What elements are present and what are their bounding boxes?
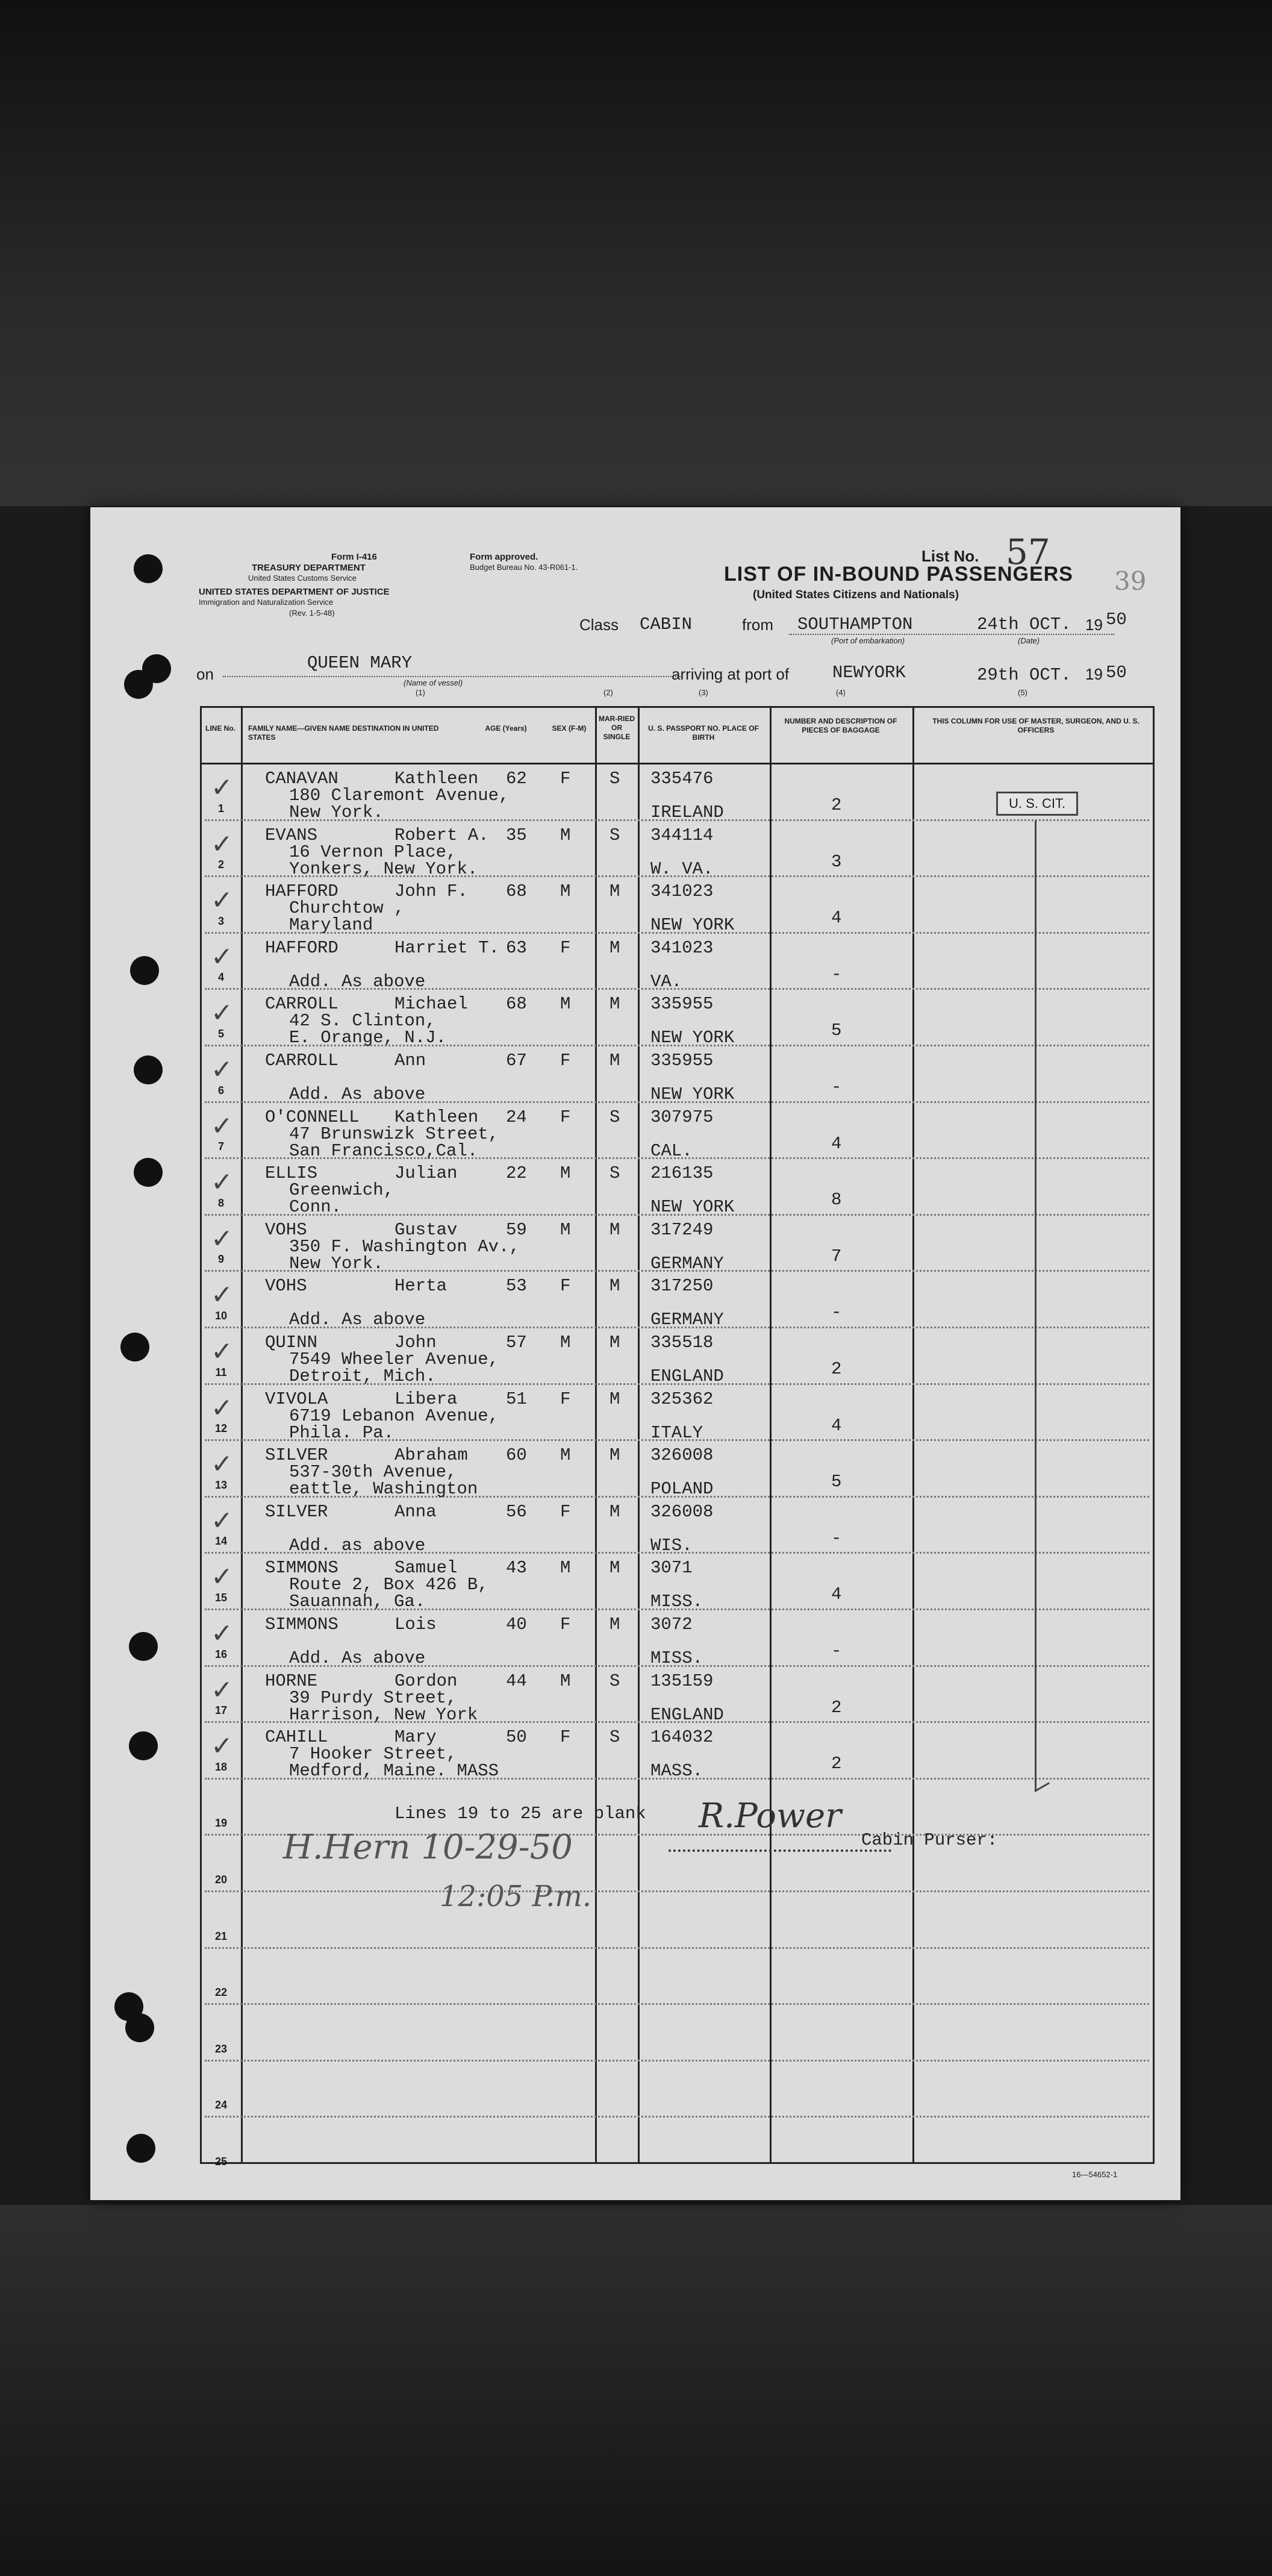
baggage-pieces: 3: [831, 851, 842, 872]
passenger-city: Phila. Pa.: [289, 1422, 394, 1443]
punch-hole: [134, 1055, 163, 1084]
passenger-surname: SILVER: [265, 1445, 328, 1466]
vessel-rule: [223, 676, 681, 677]
passenger-age: 62: [506, 769, 527, 789]
embarkation-year-prefix: 19: [1085, 616, 1103, 634]
passenger-city: Add. As above: [289, 1648, 426, 1668]
passenger-city: Harrison, New York: [289, 1704, 478, 1725]
inspector-note: H.Hern 10-29-50: [283, 1828, 573, 1867]
passport-number: 326008: [650, 1445, 714, 1466]
column-divider: [770, 706, 772, 2164]
passenger-marital-status: M: [610, 937, 620, 958]
passport-number: 317250: [650, 1276, 714, 1296]
passenger-address: Greenwich,: [289, 1180, 394, 1201]
line-number: 21: [214, 1930, 228, 1942]
check-mark-icon: ✓: [211, 885, 233, 916]
baggage-pieces: 2: [831, 795, 842, 815]
passport-number: 335955: [650, 994, 714, 1014]
passenger-marital-status: S: [610, 769, 620, 789]
document-title: LIST OF IN-BOUND PASSENGERS: [724, 563, 1073, 586]
passenger-marital-status: M: [610, 1445, 620, 1466]
passenger-age: 53: [506, 1276, 527, 1296]
passenger-city: Add. as above: [289, 1535, 426, 1555]
passenger-sex: M: [560, 1445, 571, 1466]
form-approved: Form approved.: [470, 552, 538, 562]
column-number-2: (2): [603, 688, 613, 697]
baggage-pieces: -: [831, 1641, 842, 1661]
blank-lines-note: Lines 19 to 25 are blank: [394, 1804, 646, 1824]
punch-hole: [124, 670, 153, 699]
passport-number: 307975: [650, 1107, 714, 1127]
passenger-age: 63: [506, 937, 527, 958]
passport-number: 335476: [650, 769, 714, 789]
passenger-age: 50: [506, 1727, 527, 1748]
ruled-line: [205, 2116, 1149, 2118]
passport-number: 216135: [650, 1163, 714, 1184]
line-number: 13: [214, 1478, 228, 1491]
passenger-city: San Francisco,Cal.: [289, 1140, 478, 1161]
passenger-sex: F: [560, 937, 571, 958]
check-mark-icon: ✓: [211, 1223, 233, 1254]
place-of-birth: NEW YORK: [650, 915, 735, 936]
place-of-birth: NEW YORK: [650, 1084, 735, 1104]
passenger-city: New York.: [289, 802, 384, 822]
passenger-marital-status: M: [610, 1615, 620, 1634]
passenger-age: 51: [506, 1389, 527, 1409]
check-mark-icon: ✓: [211, 1167, 233, 1198]
punch-hole: [130, 956, 159, 985]
column-number-1: (1): [416, 688, 425, 697]
place-of-birth: IRELAND: [650, 802, 724, 822]
passenger-sex: F: [560, 1501, 571, 1522]
passenger-sex: M: [560, 1558, 571, 1578]
place-of-birth: WIS.: [650, 1535, 693, 1555]
arrival-year-prefix: 19: [1085, 665, 1103, 683]
passenger-given-name: Libera: [394, 1389, 458, 1409]
embarkation-year: 50: [1106, 610, 1127, 630]
us-citizen-stamp: U. S. CIT.: [996, 792, 1078, 816]
passenger-age: 43: [506, 1558, 527, 1578]
passenger-address: 39 Purdy Street,: [289, 1687, 457, 1708]
baggage-pieces: -: [831, 1528, 842, 1548]
passenger-surname: CARROLL: [265, 1051, 338, 1071]
line-number: 17: [214, 1704, 228, 1717]
heading-baggage: NUMBER AND DESCRIPTION OF PIECES OF BAGGAGE: [784, 717, 897, 734]
passenger-given-name: Harriet T.: [394, 937, 500, 958]
check-mark-icon: ✓: [211, 1505, 233, 1536]
passenger-given-name: Kathleen: [394, 769, 479, 789]
passenger-city: E. Orange, N.J.: [289, 1028, 447, 1048]
baggage-pieces: -: [831, 1077, 842, 1097]
column-number-5: (5): [1018, 688, 1027, 697]
passenger-surname: SILVER: [265, 1501, 328, 1522]
passport-number: 341023: [650, 881, 714, 902]
passenger-given-name: Mary: [394, 1727, 437, 1748]
passenger-age: 68: [506, 881, 527, 902]
line-number: 1: [217, 802, 224, 814]
passenger-sex: F: [560, 1389, 571, 1409]
passenger-city: Yonkers, New York.: [289, 858, 478, 879]
column-divider: [241, 706, 243, 2164]
passenger-city: Add. As above: [289, 971, 426, 992]
check-mark-icon: ✓: [211, 772, 233, 803]
passenger-sex: M: [560, 1671, 571, 1691]
heading-officers: THIS COLUMN FOR USE OF MASTER, SURGEON, AND U. S. OFFICERS: [932, 717, 1140, 734]
passenger-given-name: Abraham: [394, 1445, 468, 1466]
passenger-sex: M: [560, 994, 571, 1014]
passenger-marital-status: M: [610, 881, 620, 902]
passenger-age: 40: [506, 1615, 527, 1634]
place-of-birth: MASS.: [650, 1761, 703, 1781]
passenger-age: 44: [506, 1671, 527, 1691]
passenger-surname: EVANS: [265, 825, 318, 845]
passenger-sex: F: [560, 1107, 571, 1127]
list-number-label: List No.: [921, 547, 979, 565]
immigration-service: Immigration and Naturalization Service: [199, 598, 334, 607]
passenger-marital-status: M: [610, 1219, 620, 1240]
ruled-line: [205, 2060, 1149, 2062]
passenger-surname: O'CONNELL: [265, 1107, 360, 1127]
column-divider: [912, 706, 914, 2164]
line-number: 12: [214, 1422, 228, 1435]
passenger-sex: M: [560, 1219, 571, 1240]
baggage-pieces: 5: [831, 1021, 842, 1041]
passenger-address: 537-30th Avenue,: [289, 1462, 457, 1483]
passenger-sex: F: [560, 1276, 571, 1296]
punch-hole: [129, 1731, 158, 1760]
passenger-address: 42 S. Clinton,: [289, 1011, 436, 1031]
passenger-city: Conn.: [289, 1197, 342, 1218]
place-of-birth: GERMANY: [650, 1253, 724, 1274]
passport-number: 164032: [650, 1727, 714, 1748]
passenger-age: 57: [506, 1333, 527, 1352]
line-number: 2: [217, 858, 224, 871]
column-divider: [595, 706, 597, 2164]
place-of-birth: ENGLAND: [650, 1704, 724, 1725]
passenger-marital-status: M: [610, 1501, 620, 1522]
line-number: 8: [217, 1196, 224, 1209]
passenger-age: 56: [506, 1501, 527, 1522]
passenger-address: 16 Vernon Place,: [289, 842, 457, 862]
passenger-surname: HAFFORD: [265, 937, 338, 958]
scan-background-top: [0, 0, 1272, 506]
treasury-department: TREASURY DEPARTMENT: [252, 563, 366, 573]
punch-hole: [126, 2134, 155, 2163]
line-number: 24: [214, 2099, 228, 2112]
passenger-marital-status: M: [610, 1558, 620, 1578]
ruled-line: [205, 1947, 1149, 1949]
check-mark-icon: ✓: [211, 1674, 233, 1705]
baggage-pieces: -: [831, 964, 842, 984]
passenger-marital-status: M: [610, 994, 620, 1014]
baggage-pieces: 4: [831, 1584, 842, 1605]
passenger-address: 180 Claremont Avenue,: [289, 786, 510, 805]
class-value: CABIN: [640, 614, 693, 634]
passport-number: 3072: [650, 1615, 693, 1634]
baggage-pieces: 4: [831, 908, 842, 928]
passenger-address: 6719 Lebanon Avenue,: [289, 1405, 499, 1426]
date-caption: (Date): [1018, 636, 1040, 645]
passenger-age: 68: [506, 994, 527, 1014]
baggage-pieces: 2: [831, 1697, 842, 1718]
passenger-marital-status: S: [610, 1163, 620, 1184]
passenger-given-name: Robert A.: [394, 825, 489, 845]
page-stamp: 39: [1114, 566, 1147, 596]
passenger-age: 24: [506, 1107, 527, 1127]
passenger-surname: ELLIS: [265, 1163, 318, 1184]
place-of-birth: POLAND: [650, 1479, 714, 1499]
inspector-time: 12:05 P.m.: [440, 1880, 592, 1913]
heading-age: AGE (Years): [485, 724, 527, 733]
check-mark-icon: ✓: [211, 828, 233, 860]
passenger-marital-status: S: [610, 1107, 620, 1127]
heading-sex: SEX (F-M): [552, 724, 587, 733]
manifest-page: [90, 507, 1180, 2200]
passenger-sex: M: [560, 1163, 571, 1184]
passenger-surname: HAFFORD: [265, 881, 338, 902]
baggage-pieces: 8: [831, 1190, 842, 1210]
form-number: Form I-416: [331, 552, 377, 562]
arrival-port: NEWYORK: [832, 663, 906, 683]
passenger-sex: M: [560, 1333, 571, 1352]
punch-hole: [129, 1632, 158, 1661]
passenger-age: 35: [506, 825, 527, 845]
passenger-surname: HORNE: [265, 1671, 318, 1691]
passenger-city: New York.: [289, 1253, 384, 1274]
heading-passport: U. S. PASSPORT NO. PLACE OF BIRTH: [648, 724, 759, 742]
passport-number: 325362: [650, 1389, 714, 1409]
passenger-surname: VIVOLA: [265, 1389, 328, 1409]
customs-service: United States Customs Service: [248, 574, 357, 583]
line-number: 15: [214, 1592, 228, 1604]
column-number-3: (3): [699, 688, 708, 697]
passport-number: 335518: [650, 1333, 714, 1352]
vessel-caption: (Name of vessel): [404, 678, 463, 687]
punch-hole: [134, 1158, 163, 1187]
passenger-age: 22: [506, 1163, 527, 1184]
place-of-birth: NEW YORK: [650, 1028, 735, 1048]
passenger-surname: CANAVAN: [265, 769, 338, 789]
passenger-given-name: Kathleen: [394, 1107, 479, 1127]
check-mark-icon: ✓: [211, 998, 233, 1029]
place-of-birth: ENGLAND: [650, 1366, 724, 1386]
baggage-pieces: 2: [831, 1754, 842, 1774]
passenger-address: 47 Brunswizk Street,: [289, 1124, 499, 1144]
passenger-sex: F: [560, 1727, 571, 1748]
check-mark-icon: ✓: [211, 941, 233, 972]
baggage-pieces: 7: [831, 1246, 842, 1266]
passenger-sex: F: [560, 769, 571, 789]
passport-number: 344114: [650, 825, 714, 845]
line-number: 19: [214, 1817, 228, 1830]
passenger-city: Detroit, Mich.: [289, 1366, 436, 1386]
list-number: 57: [1006, 531, 1050, 572]
passenger-age: 60: [506, 1445, 527, 1466]
baggage-pieces: -: [831, 1302, 842, 1323]
passenger-marital-status: M: [610, 1389, 620, 1409]
ruled-line: [205, 2003, 1149, 2005]
line-number: 23: [214, 2042, 228, 2055]
passenger-address: 7549 Wheeler Avenue,: [289, 1349, 499, 1369]
budget-bureau: Budget Bureau No. 43-R061-1.: [470, 563, 578, 572]
passenger-sex: F: [560, 1051, 571, 1071]
purser-label: Cabin Purser:: [861, 1830, 998, 1850]
passport-number: 135159: [650, 1671, 714, 1691]
revision-date: (Rev. 1-5-48): [289, 608, 335, 617]
line-number: 22: [214, 1986, 228, 1999]
department-of-justice: UNITED STATES DEPARTMENT OF JUSTICE: [199, 587, 390, 597]
passenger-address: Churchtow ,: [289, 898, 405, 919]
passenger-marital-status: S: [610, 825, 620, 845]
place-of-birth: W. VA.: [650, 858, 714, 879]
passenger-sex: M: [560, 825, 571, 845]
passenger-age: 59: [506, 1219, 527, 1240]
line-number: 6: [217, 1084, 224, 1096]
line-number: 25: [214, 2156, 228, 2168]
line-number: 14: [214, 1535, 228, 1548]
ruled-line: [205, 1890, 1149, 1892]
passenger-given-name: Julian: [394, 1163, 458, 1184]
passport-number: 317249: [650, 1219, 714, 1240]
passenger-age: 67: [506, 1051, 527, 1071]
baggage-pieces: 5: [831, 1472, 842, 1492]
line-number: 3: [217, 914, 224, 927]
port-caption: (Port of embarkation): [831, 636, 905, 645]
line-number: 11: [215, 1366, 227, 1378]
passenger-given-name: John F.: [394, 881, 468, 902]
passenger-given-name: Ann: [394, 1051, 426, 1071]
passenger-sex: F: [560, 1615, 571, 1634]
place-of-birth: MISS.: [650, 1648, 703, 1668]
passenger-given-name: Michael: [394, 994, 468, 1014]
passenger-given-name: Herta: [394, 1276, 447, 1296]
passport-number: 335955: [650, 1051, 714, 1071]
passenger-sex: M: [560, 881, 571, 902]
place-of-birth: CAL.: [650, 1140, 693, 1161]
baggage-pieces: 4: [831, 1415, 842, 1436]
purser-signature: R.Power: [699, 1796, 841, 1836]
column-number-4: (4): [836, 688, 846, 697]
passenger-marital-status: S: [610, 1727, 620, 1748]
passport-number: 326008: [650, 1501, 714, 1522]
column-divider: [638, 706, 640, 2164]
line-number: 9: [217, 1253, 224, 1266]
on-label: on: [196, 665, 214, 683]
embarkation-date: 24th OCT.: [977, 614, 1071, 634]
check-mark-icon: ✓: [211, 1618, 233, 1649]
citizen-bracket: [1035, 821, 1037, 1792]
heading-line-no: LINE No.: [205, 724, 235, 733]
punch-hole: [125, 2013, 154, 2042]
heading-married-single: MAR-RIED OR SINGLE: [599, 714, 635, 741]
from-label: from: [742, 616, 773, 634]
place-of-birth: NEW YORK: [650, 1197, 735, 1218]
arrival-date: 29th OCT.: [977, 665, 1071, 685]
passenger-marital-status: M: [610, 1276, 620, 1296]
passenger-given-name: Gordon: [394, 1671, 458, 1691]
line-number: 16: [214, 1648, 228, 1660]
passenger-city: Add. As above: [289, 1310, 426, 1330]
embarkation-rule: [789, 634, 1114, 635]
passport-number: 341023: [650, 937, 714, 958]
passenger-given-name: Samuel: [394, 1558, 458, 1578]
passenger-address: Route 2, Box 426 B,: [289, 1575, 488, 1595]
passenger-surname: VOHS: [265, 1276, 307, 1296]
place-of-birth: MISS.: [650, 1592, 703, 1612]
check-mark-icon: ✓: [211, 1054, 233, 1085]
baggage-pieces: 4: [831, 1133, 842, 1154]
check-mark-icon: ✓: [211, 1449, 233, 1480]
header-rule: [200, 763, 1155, 764]
check-mark-icon: ✓: [211, 1731, 233, 1762]
passenger-city: Medford, Maine. MASS: [289, 1761, 499, 1781]
passport-number: 3071: [650, 1558, 693, 1578]
passenger-marital-status: M: [610, 1051, 620, 1071]
place-of-birth: GERMANY: [650, 1310, 724, 1330]
passenger-given-name: Anna: [394, 1501, 437, 1522]
class-label: Class: [579, 616, 619, 634]
check-mark-icon: ✓: [211, 1280, 233, 1311]
passenger-address: 7 Hooker Street,: [289, 1744, 457, 1765]
line-number: 10: [214, 1310, 228, 1322]
passenger-surname: QUINN: [265, 1333, 318, 1352]
passenger-surname: CARROLL: [265, 994, 338, 1014]
vessel-name: QUEEN MARY: [307, 653, 413, 673]
check-mark-icon: ✓: [211, 1392, 233, 1424]
passenger-surname: VOHS: [265, 1219, 307, 1240]
heading-name-destination: FAMILY NAME—GIVEN NAME DESTINATION IN UNITED STATES: [248, 724, 439, 742]
port-of-embarkation: SOUTHAMPTON: [797, 614, 913, 634]
passenger-marital-status: S: [610, 1671, 620, 1691]
passenger-given-name: John: [394, 1333, 437, 1352]
arrival-year: 50: [1106, 663, 1127, 683]
place-of-birth: VA.: [650, 971, 682, 992]
passenger-given-name: Lois: [394, 1615, 437, 1634]
scan-background-bottom: [0, 2205, 1272, 2576]
baggage-pieces: 2: [831, 1359, 842, 1379]
passenger-surname: SIMMONS: [265, 1615, 338, 1634]
check-mark-icon: ✓: [211, 1562, 233, 1593]
passenger-address: 350 F. Washington Av.,: [289, 1236, 520, 1257]
check-mark-icon: ✓: [211, 1110, 233, 1142]
form-footer-code: 16—54652-1: [1072, 2170, 1118, 2179]
line-number: 7: [217, 1140, 224, 1153]
passenger-surname: CAHILL: [265, 1727, 328, 1748]
passenger-city: Add. As above: [289, 1084, 426, 1104]
passenger-city: eattle, Washington: [289, 1479, 478, 1499]
line-number: 18: [214, 1760, 228, 1773]
passenger-city: Sauannah, Ga.: [289, 1592, 426, 1612]
signature-rule: [669, 1849, 891, 1852]
punch-hole: [134, 554, 163, 583]
document-subtitle: (United States Citizens and Nationals): [753, 589, 959, 601]
passenger-given-name: Gustav: [394, 1219, 458, 1240]
passenger-marital-status: M: [610, 1333, 620, 1352]
line-number: 4: [217, 971, 224, 984]
passenger-surname: SIMMONS: [265, 1558, 338, 1578]
place-of-birth: ITALY: [650, 1422, 703, 1443]
line-number: 5: [217, 1028, 224, 1040]
check-mark-icon: ✓: [211, 1336, 233, 1367]
arriving-label: arriving at port of: [672, 665, 790, 683]
line-number: 20: [214, 1874, 228, 1886]
passenger-city: Maryland: [289, 915, 373, 936]
punch-hole: [120, 1333, 149, 1361]
